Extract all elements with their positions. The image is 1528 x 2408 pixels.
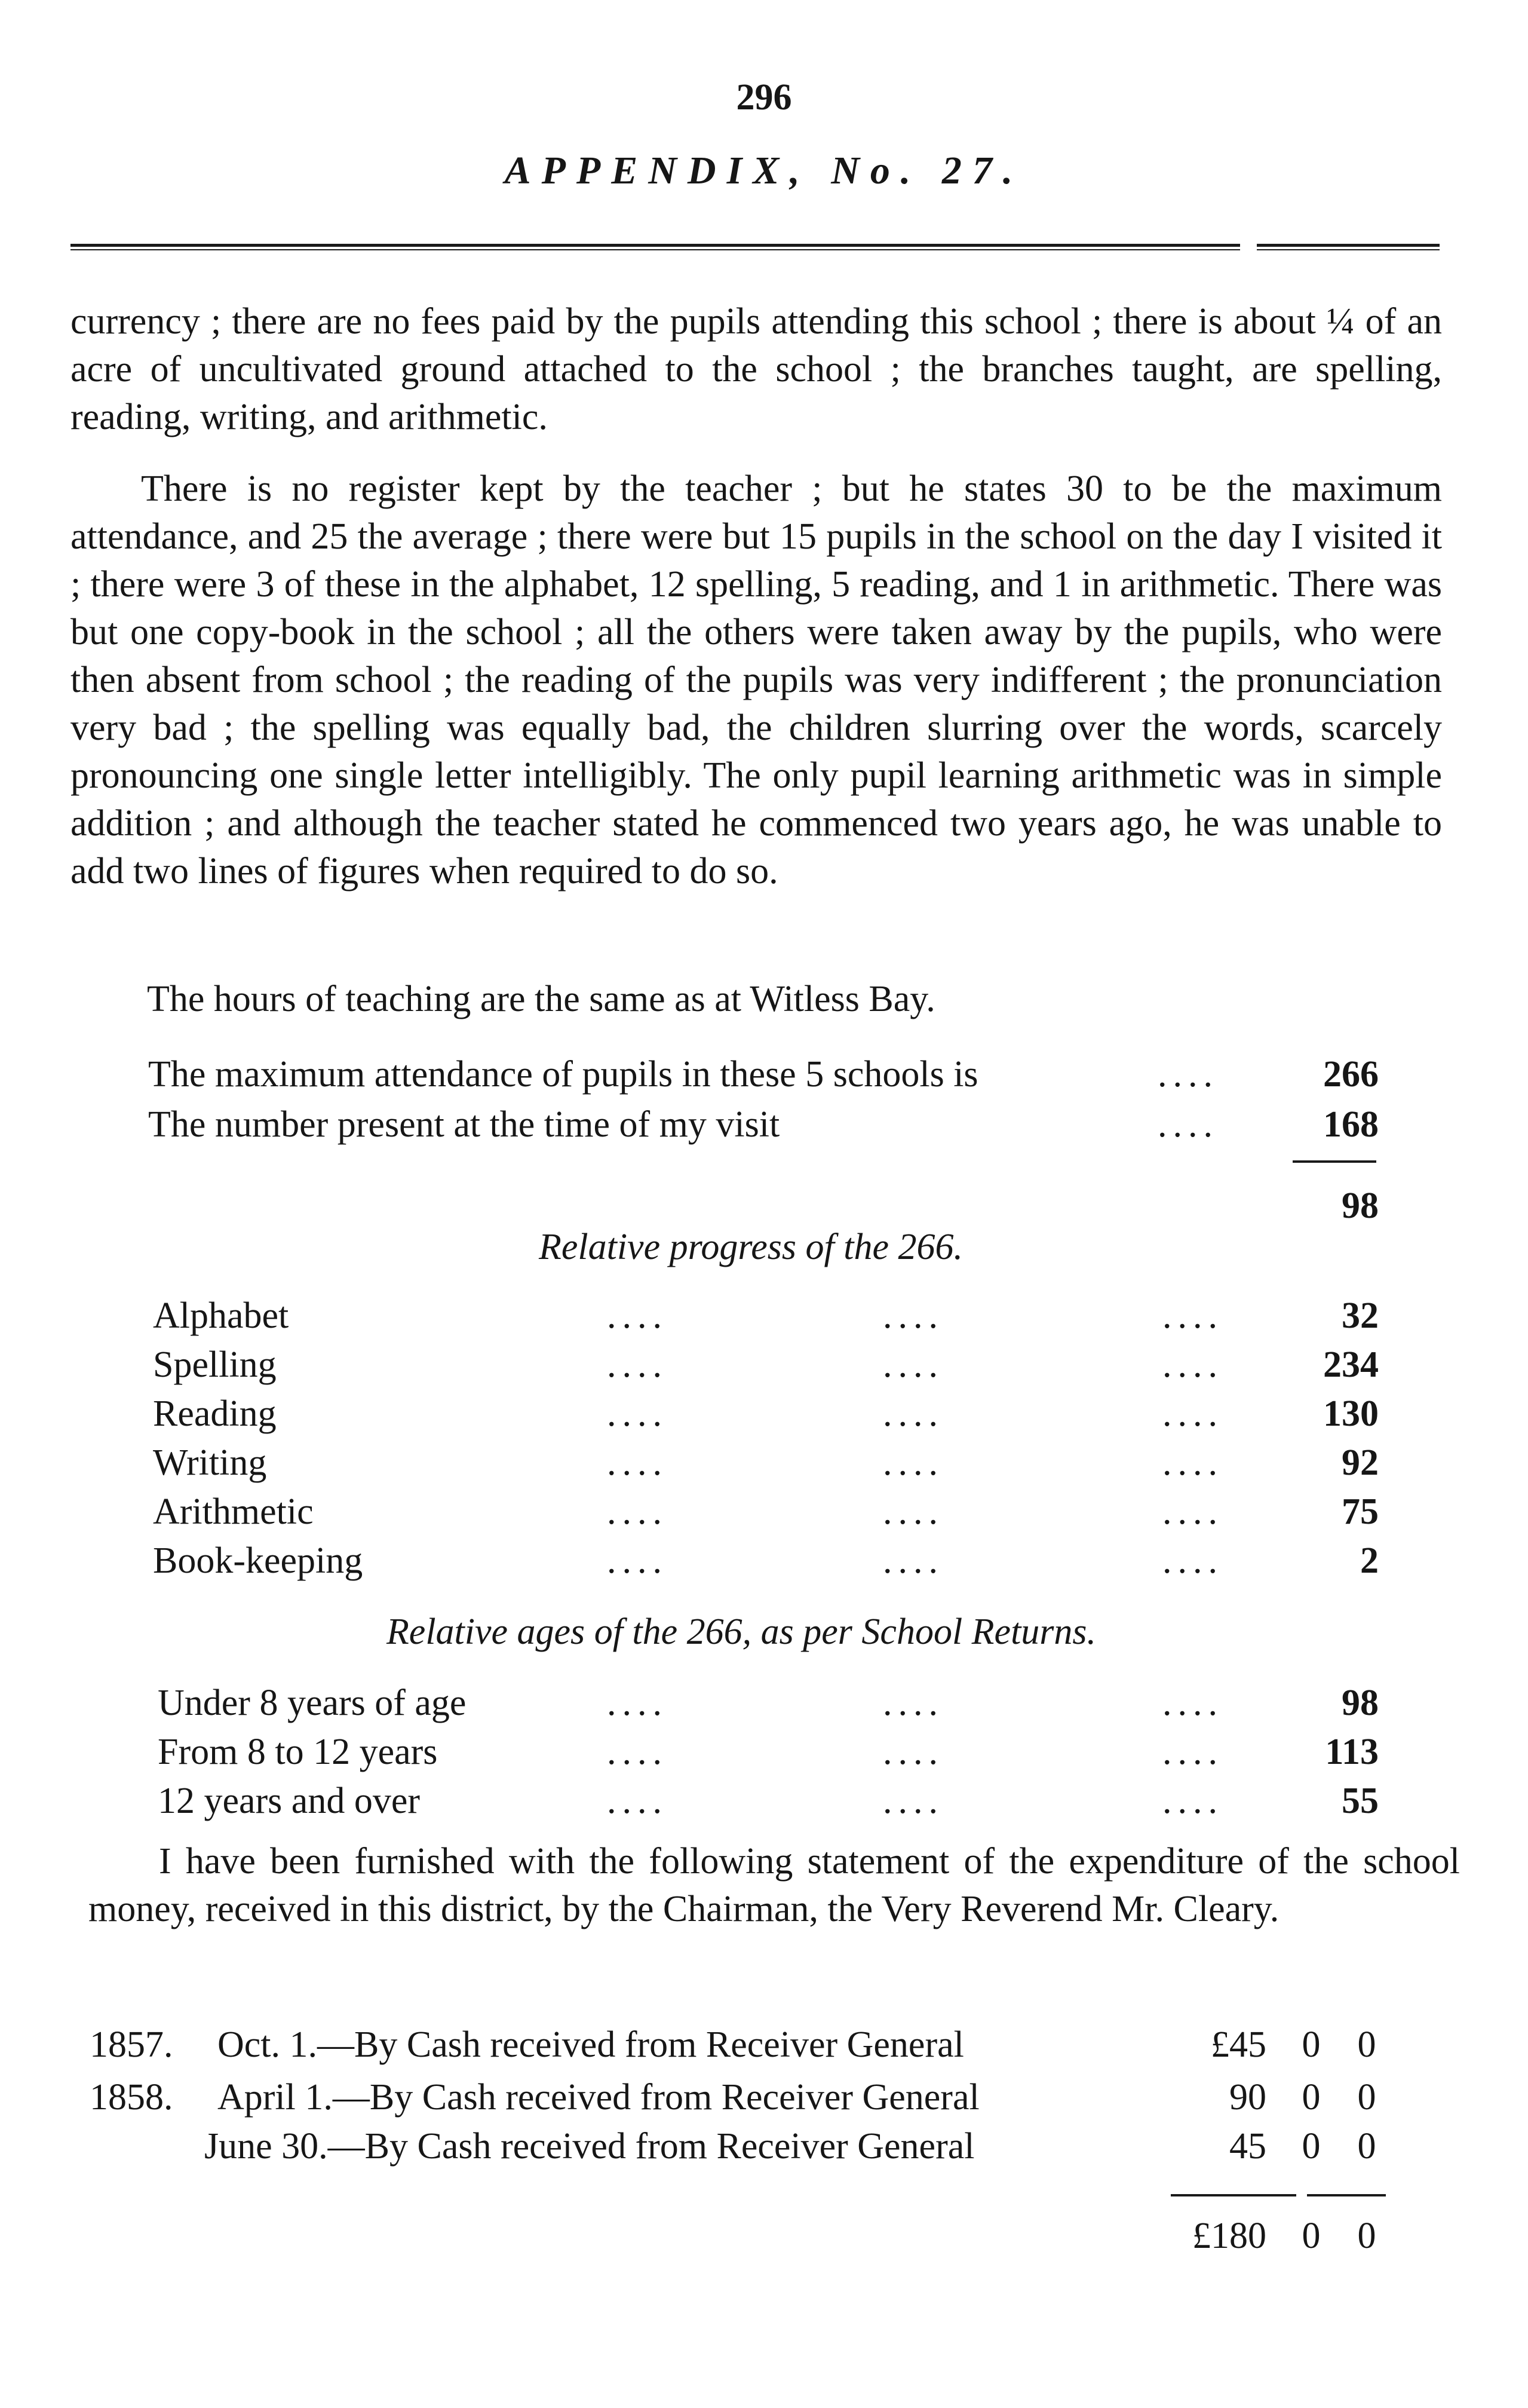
ages-value: 98 xyxy=(1342,1683,1379,1723)
cash-shillings: 0 xyxy=(1302,2126,1321,2167)
attendance-difference: 98 xyxy=(1342,1185,1379,1226)
progress-value: 234 xyxy=(1323,1344,1379,1385)
ages-label: 12 years and over xyxy=(158,1781,420,1821)
paragraph-hours: The hours of teaching are the same as at Witless Bay. xyxy=(147,979,935,1019)
cash-entry: April 1.—By Cash received from Receiver General xyxy=(217,2077,980,2118)
cash-total-pounds: £180 xyxy=(1192,2216,1266,2256)
cash-pence: 0 xyxy=(1357,2126,1376,2167)
cash-sum-rule-sd xyxy=(1307,2194,1386,2196)
leader-dots: .... xyxy=(607,1540,668,1581)
leader-dots: .... xyxy=(883,1781,944,1821)
attendance-value: 168 xyxy=(1323,1104,1379,1145)
progress-label: Arithmetic xyxy=(153,1491,314,1532)
leader-dots: .... xyxy=(883,1393,944,1434)
appendix-title: APPENDIX, No. 27. xyxy=(504,149,1024,192)
paragraph-register-text: There is no register kept by the teacher ; but he states 30 to be the maximum attendance, and 25 the average ; there were but 15 pupils in the school on the day I visited it ; there were 3 of these in the alphabet, 12 spelling, 5 reading, and 1 in arithmetic. There was but one copy-book in the school ; all the others were taken away by the pupils, who were then absent from school ; the reading of the pupils was very indifferent ; the pronunciation very bad ; the spelling was equally bad, the children slurring over the words, scarcely pronouncing one single letter intelligibly. The only pupil learning arithmetic was in simple addition ; and although the teacher stated he commenced two years ago, he was unable to add two lines of figures when required to do so. xyxy=(70,468,1442,891)
leader-dots: .... xyxy=(607,1344,668,1385)
sum-rule xyxy=(1293,1160,1376,1163)
paragraph-register xyxy=(70,465,1442,895)
progress-value: 75 xyxy=(1342,1491,1379,1532)
progress-label: Alphabet xyxy=(153,1295,289,1336)
leader-dots: .... xyxy=(607,1491,668,1532)
leader-dots: .... xyxy=(1162,1781,1223,1821)
ages-value: 55 xyxy=(1342,1781,1379,1821)
progress-label: Writing xyxy=(153,1442,267,1483)
leader-dots: .... xyxy=(1162,1393,1223,1434)
leader-dots: .... xyxy=(883,1540,944,1581)
cash-sum-rule xyxy=(1171,2194,1296,2196)
ages-label: Under 8 years of age xyxy=(158,1683,467,1723)
leader-dots: .... xyxy=(1162,1732,1223,1772)
attendance-label: The number present at the time of my visit xyxy=(148,1104,780,1145)
leader-dots: .... xyxy=(1158,1054,1219,1095)
leader-dots: .... xyxy=(883,1732,944,1772)
cash-total-pence: 0 xyxy=(1357,2216,1376,2256)
cash-pounds: 90 xyxy=(1229,2077,1266,2118)
progress-heading: Relative progress of the 266. xyxy=(538,1227,963,1267)
progress-value: 130 xyxy=(1323,1393,1379,1434)
leader-dots: .... xyxy=(883,1683,944,1723)
leader-dots: .... xyxy=(607,1393,668,1434)
progress-value: 32 xyxy=(1342,1295,1379,1336)
leader-dots: .... xyxy=(883,1491,944,1532)
ages-value: 113 xyxy=(1325,1732,1379,1772)
attendance-label: The maximum attendance of pupils in these 5 schools is xyxy=(148,1054,978,1095)
leader-dots: .... xyxy=(1158,1104,1219,1145)
attendance-value: 266 xyxy=(1323,1054,1379,1095)
progress-label: Spelling xyxy=(153,1344,277,1385)
leader-dots: .... xyxy=(1162,1442,1223,1483)
progress-value: 2 xyxy=(1360,1540,1379,1581)
ages-label: From 8 to 12 years xyxy=(158,1732,438,1772)
cash-pounds: 45 xyxy=(1229,2126,1266,2167)
paragraph-expenditure-text: I have been furnished with the following statement of the expenditure of the school money, received in this district, by the Chairman, the Very Reverend Mr. Cleary. xyxy=(88,1841,1460,1929)
cash-shillings: 0 xyxy=(1302,2024,1321,2065)
leader-dots: .... xyxy=(883,1442,944,1483)
paragraph-currency: currency ; there are no fees paid by the pupils attending this school ; there is about ¼ of an acre of uncultivated ground attached to the school ; the branches taught, are spelling, reading, writing, and arithmetic. xyxy=(70,301,1442,437)
progress-label: Book-keeping xyxy=(153,1540,363,1581)
page-number: 296 xyxy=(736,77,792,118)
progress-label: Reading xyxy=(153,1393,277,1434)
leader-dots: .... xyxy=(607,1295,668,1336)
leader-dots: .... xyxy=(1162,1491,1223,1532)
cash-pence: 0 xyxy=(1357,2077,1376,2118)
cash-entry: Oct. 1.—By Cash received from Receiver General xyxy=(217,2024,964,2065)
leader-dots: .... xyxy=(883,1344,944,1385)
header-rule xyxy=(70,244,1240,250)
leader-dots: .... xyxy=(1162,1295,1223,1336)
ages-heading: Relative ages of the 266, as per School Returns. xyxy=(386,1612,1097,1652)
leader-dots: .... xyxy=(883,1295,944,1336)
cash-shillings: 0 xyxy=(1302,2077,1321,2118)
leader-dots: .... xyxy=(607,1442,668,1483)
leader-dots: .... xyxy=(1162,1344,1223,1385)
leader-dots: .... xyxy=(607,1683,668,1723)
cash-pence: 0 xyxy=(1357,2024,1376,2065)
cash-year: 1857. xyxy=(90,2024,173,2065)
leader-dots: .... xyxy=(607,1732,668,1772)
progress-value: 92 xyxy=(1342,1442,1379,1483)
cash-total-shillings: 0 xyxy=(1302,2216,1321,2256)
leader-dots: .... xyxy=(1162,1683,1223,1723)
paragraph-expenditure xyxy=(88,1837,1460,1933)
leader-dots: .... xyxy=(1162,1540,1223,1581)
cash-pounds: £45 xyxy=(1211,2024,1266,2065)
cash-entry: June 30.—By Cash received from Receiver General xyxy=(204,2126,975,2167)
cash-year: 1858. xyxy=(90,2077,173,2118)
header-rule-short xyxy=(1257,244,1440,250)
leader-dots: .... xyxy=(607,1781,668,1821)
